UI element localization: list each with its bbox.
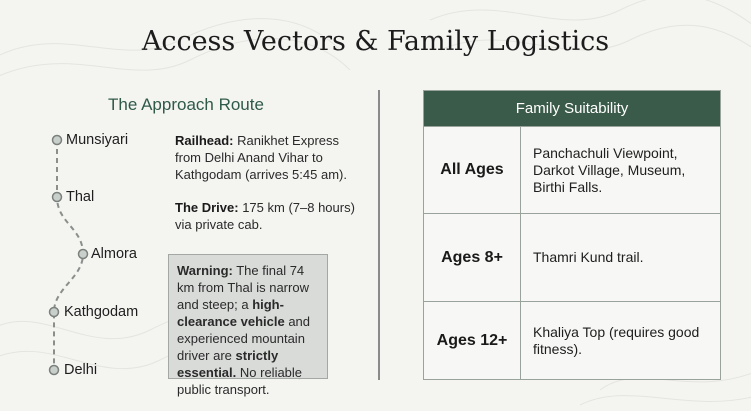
table-header: Family Suitability bbox=[424, 91, 720, 126]
stop-label-thal: Thal bbox=[66, 189, 95, 205]
stop-label-kathgodam: Kathgodam bbox=[64, 304, 139, 320]
drive-label: The Drive: bbox=[175, 200, 239, 215]
age-cell: Ages 8+ bbox=[424, 214, 521, 301]
activity-cell: Panchachuli Viewpoint, Darkot Village, Museum, Birthi Falls. bbox=[533, 144, 686, 195]
stop-marker-thal bbox=[53, 193, 62, 202]
route-heading: The Approach Route bbox=[108, 95, 264, 114]
stop-marker-kathgodam bbox=[50, 308, 59, 317]
stop-marker-munsiyari bbox=[53, 136, 62, 145]
stop-marker-almora bbox=[79, 250, 88, 259]
stop-marker-delhi bbox=[50, 366, 59, 375]
drive-text: 175 km (7–8 hours) via private cab. bbox=[175, 200, 355, 232]
drive-info bbox=[175, 199, 365, 233]
activity-cell: Khaliya Top (requires good fitness). bbox=[533, 324, 700, 357]
stop-label-munsiyari: Munsiyari bbox=[66, 132, 129, 148]
warning-text-1: The final 74 km from Thal is narrow and steep; a bbox=[177, 263, 309, 312]
activity-cell: Thamri Kund trail. bbox=[533, 249, 644, 265]
stop-label-almora: Almora bbox=[91, 246, 137, 262]
column-divider bbox=[378, 90, 380, 380]
railhead-label: Railhead: bbox=[175, 133, 234, 148]
warning-box bbox=[168, 254, 328, 397]
table-row bbox=[424, 213, 720, 301]
warning-label: Warning: bbox=[177, 263, 233, 278]
table-row bbox=[424, 126, 720, 213]
stop-label-delhi: Delhi bbox=[64, 362, 98, 378]
warning-emphasis-essential: strictly essential. bbox=[177, 348, 279, 380]
warning-text-3: No reliable public transport. bbox=[177, 365, 303, 397]
age-cell: All Ages bbox=[424, 127, 521, 213]
table-row bbox=[424, 301, 720, 380]
warning-emphasis-vehicle: high-clearance vehicle bbox=[177, 297, 285, 329]
warning-text-2: and experienced mountain driver are bbox=[177, 314, 311, 363]
page-title: Access Vectors & Family Logistics bbox=[141, 26, 610, 57]
family-suitability-table bbox=[423, 90, 721, 380]
railhead-text: Ranikhet Express from Delhi Anand Vihar to Kathgodam (arrives 5:45 am). bbox=[175, 133, 347, 182]
age-cell: Ages 12+ bbox=[424, 302, 521, 380]
railhead-info bbox=[175, 132, 365, 183]
